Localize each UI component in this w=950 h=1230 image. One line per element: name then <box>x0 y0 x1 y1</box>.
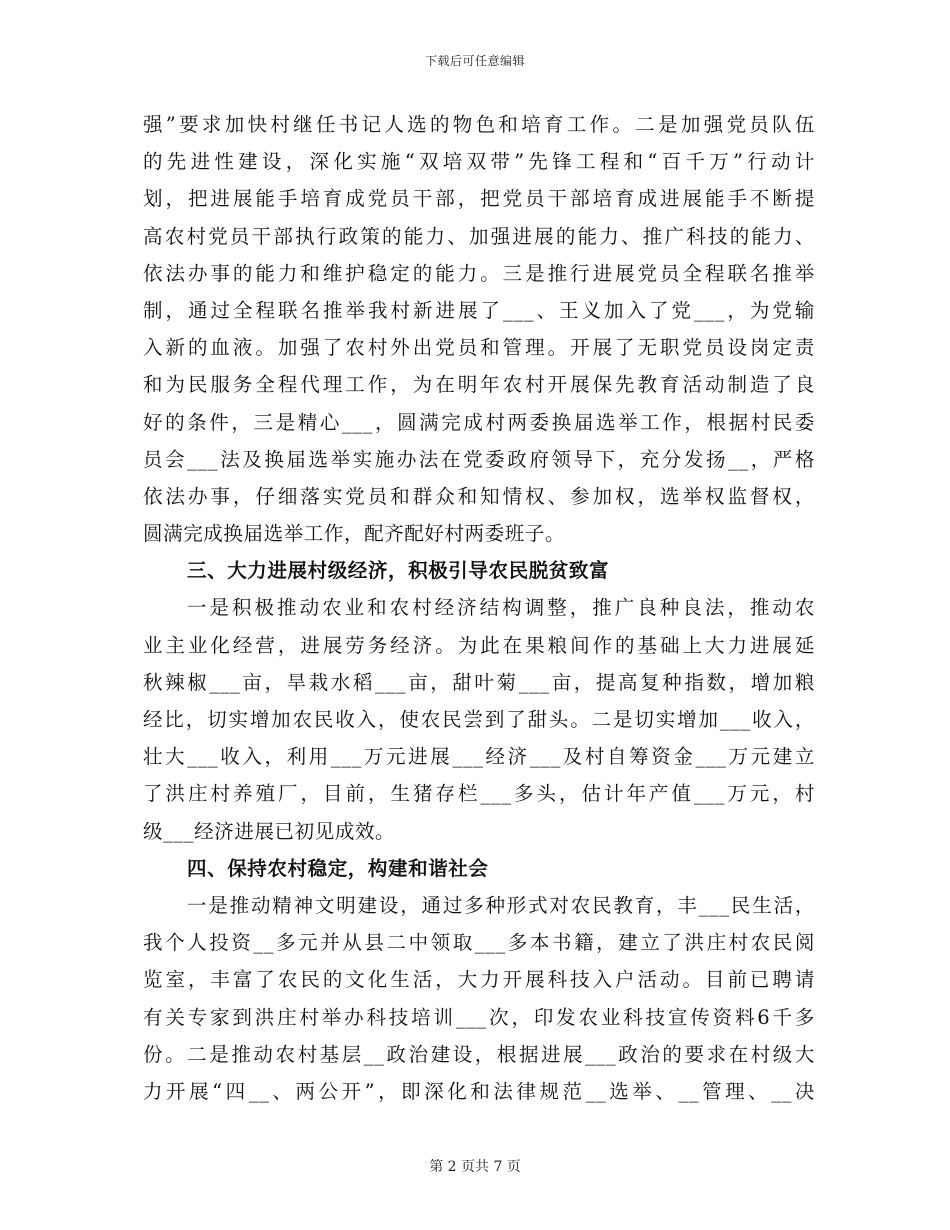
text-line: 览室，丰富了农民的文化生活，大力开展科技入户活动。目前已聘请 <box>143 968 815 992</box>
text-line: 依法办事的能力和维护稳定的能力。三是推行进展党员全程联名推举 <box>143 261 815 285</box>
text-line: 好的条件，三是精心___，圆满完成村两委换届选举工作，根据村民委 <box>143 410 815 434</box>
page-footer: 第 2 页共 7 页 <box>429 1159 521 1175</box>
text-line: 有关专家到洪庄村举办科技培训___次，印发农业科技宣传资料6千多 <box>143 1005 815 1029</box>
text-line: 一是推动精神文明建设，通过多种形式对农民教育，丰___民生活， <box>187 893 815 917</box>
text-line: 和为民服务全程代理工作，为在明年农村开展保先教育活动制造了良 <box>143 373 815 397</box>
text-line: 业主业化经营，进展劳务经济。为此在果粮间作的基础上大力进展延 <box>143 633 815 657</box>
text-line: 我个人投资__多元并从县二中领取___多本书籍，建立了洪庄村农民阅 <box>143 931 815 955</box>
text-line: 份。二是推动农村基层__政治建设，根据进展___政治的要求在村级大 <box>143 1042 815 1066</box>
text-line: 级___经济进展已初见成效。 <box>143 819 396 843</box>
text-line: 依法办事，仔细落实党员和群众和知情权、参加权，选举权监督权， <box>143 484 815 508</box>
section-heading: 四、保持农村稳定，构建和谐社会 <box>187 856 489 880</box>
text-line: 的先进性建设，深化实施“双培双带”先锋工程和“百千万”行动计 <box>143 150 815 174</box>
text-line: 入新的血液。加强了农村外出党员和管理。开展了无职党员设岗定责 <box>143 336 815 360</box>
text-line: 力开展“四__、两公开”，即深化和法律规范__选举、__管理、__决 <box>143 1079 815 1103</box>
text-line: 了洪庄村养殖厂，目前，生猪存栏___多头，估计年产值___万元，村 <box>143 782 815 806</box>
text-line: 强”要求加快村继任书记人选的物色和培育工作。二是加强党员队伍 <box>143 113 815 136</box>
section-heading: 三、大力进展村级经济，积极引导农民脱贫致富 <box>187 559 610 583</box>
text-line: 秋辣椒___亩，旱栽水稻___亩，甜叶菊___亩，提高复种指数，增加粮 <box>143 670 815 694</box>
document-body <box>143 106 815 1110</box>
text-line: 壮大___收入，利用___万元进展___经济___及村自筹资金___万元建立 <box>143 745 815 769</box>
page-header: 下载后可任意编辑 <box>424 54 525 68</box>
text-line: 经比，切实增加农民收入，使农民尝到了甜头。二是切实增加___收入， <box>143 708 815 731</box>
text-line: 制，通过全程联名推举我村新进展了___、王义加入了党___，为党输 <box>143 298 815 322</box>
text-line: 高农村党员干部执行政策的能力、加强进展的能力、推广科技的能力、 <box>143 224 815 248</box>
text-line: 一是积极推动农业和农村经济结构调整，推广良种良法，推动农 <box>187 596 815 620</box>
text-line: 圆满完成换届选举工作，配齐配好村两委班子。 <box>143 522 566 546</box>
text-line: 划，把进展能手培育成党员干部，把党员干部培育成进展能手不断提 <box>143 187 815 211</box>
text-line: 员会___法及换届选举实施办法在党委政府领导下，充分发扬__，严格 <box>143 447 815 471</box>
